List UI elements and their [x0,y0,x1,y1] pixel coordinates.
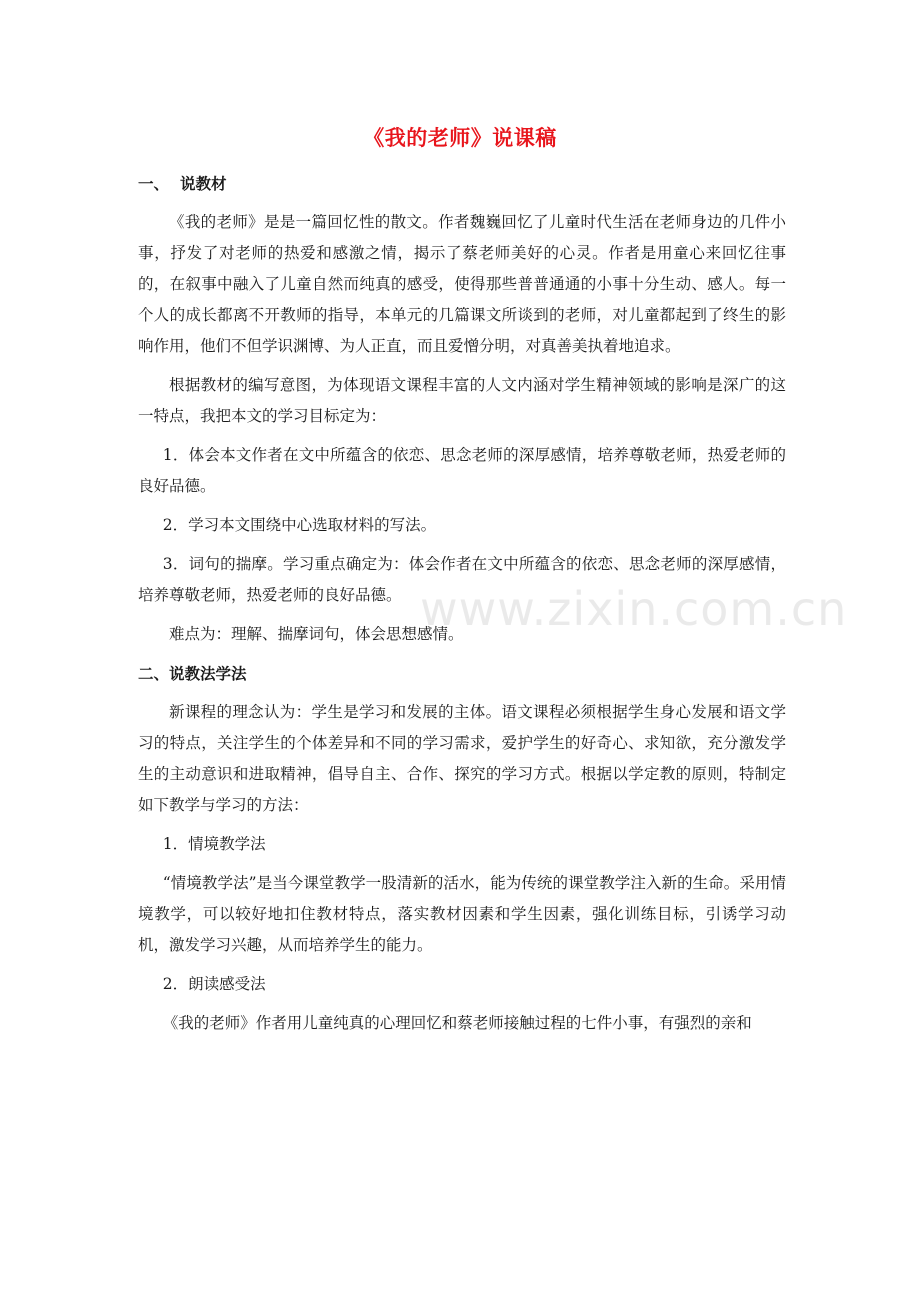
section-title: 说教材 [180,174,227,193]
section-heading-1 [138,168,786,199]
document-body [138,168,786,1047]
list-item: 1．体会本文作者在文中所蕴含的依恋、思念老师的深厚感情，培养尊敬老师，热爱老师的良好品德。 [138,446,786,495]
section-title: 说教法学法 [169,664,247,683]
paragraph: 根据教材的编写意图，为体现语文课程丰富的人文内涵对学生精神领域的影响是深广的这一特点，我把本文的学习目标定为： [138,376,786,425]
paragraph: 《我的老师》是是一篇回忆性的散文。作者魏巍回忆了儿童时代生活在老师身边的几件小事，抒发了对老师的热爱和感激之情，揭示了蔡老师美好的心灵。作者是用童心来回忆往事的，在叙事中融入了儿童自然而纯真的感受，使得那些普普通通的小事十分生动、感人。每一个人的成长都离不开教师的指导，本单元的几篇课文所谈到的老师，对儿童都起到了终生的影响作用，他们不但学识渊博、为人正直，而且爱憎分明，对真善美执着地追求。 [138,213,786,355]
list-item: 2．学习本文围绕中心选取材料的写法。 [162,516,437,534]
subheading: 2．朗读感受法 [162,975,266,993]
paragraph: 难点为：理解、揣摩词句，体会思想感情。 [169,625,464,643]
subheading: 1．情境教学法 [162,835,266,853]
paragraph: 《我的老师》作者用儿童纯真的心理回忆和蔡老师接触过程的七件小事，有强烈的亲和 [162,1014,752,1032]
document-title: 《我的老师》说课稿 [363,125,557,150]
list-item: 3．词句的揣摩。学习重点确定为：体会作者在文中所蕴含的依恋、思念老师的深厚感情，培养尊敬老师，热爱老师的良好品德。 [138,555,786,604]
section-heading-2 [138,658,786,689]
paragraph: 新课程的理念认为：学生是学习和发展的主体。语文课程必须根据学生身心发展和语文学习的特点，关注学生的个体差异和不同的学习需求，爱护学生的好奇心、求知欲，充分激发学生的主动意识和进取精神，倡导自主、合作、探究的学习方式。根据以学定教的原则，特制定如下教学与学习的方法： [138,703,786,814]
watermark: www.zixin.com.cn [420,582,848,636]
section-number: 二、 [138,664,170,683]
section-number: 一、 [138,174,170,193]
paragraph: “情境教学法”是当今课堂教学一股清新的活水，能为传统的课堂教学注入新的生命。采用情境教学，可以较好地扣住教材特点，落实教材因素和学生因素，强化训练目标，引诱学习动机，激发学习兴趣，从而培养学生的能力。 [138,874,786,954]
